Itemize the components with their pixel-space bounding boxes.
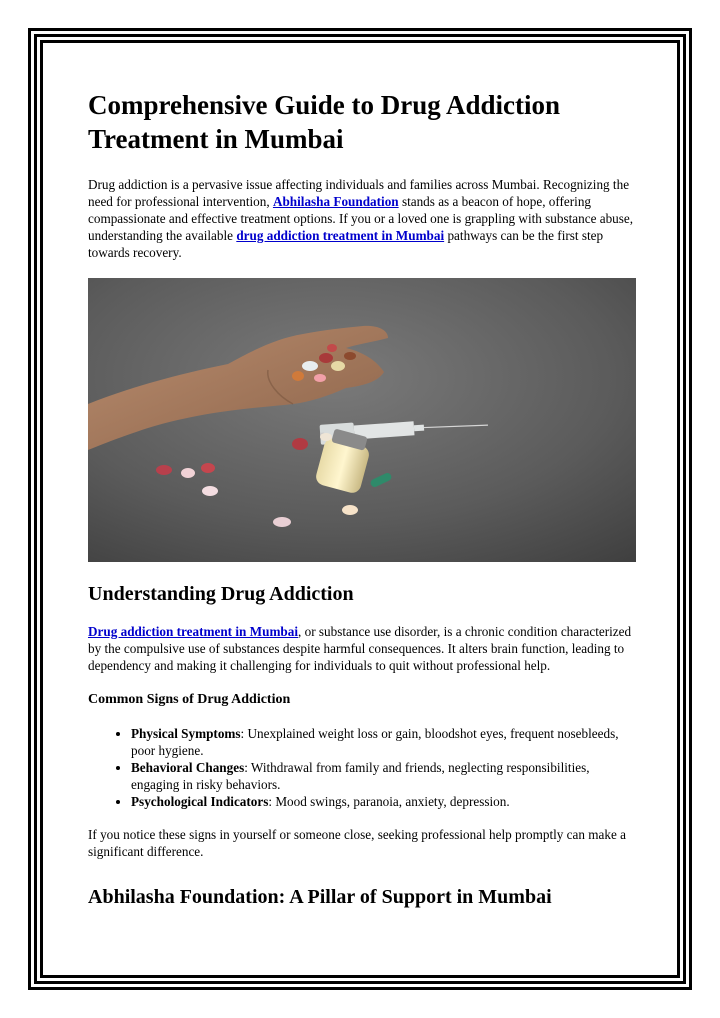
- intro-text-2: stands as a beacon of hope, offering compassionate and effective treatment options. If you or a loved one is grappling with substance abuse, understanding the available: [88, 194, 634, 243]
- section-heading-understanding: Understanding Drug Addiction: [88, 583, 354, 605]
- intro-paragraph: [88, 176, 636, 261]
- hero-photo-pills-syringe: [88, 278, 636, 562]
- signs-list: [88, 725, 636, 810]
- sign-text: : Mood swings, paranoia, anxiety, depression.: [268, 794, 510, 809]
- page-title: Comprehensive Guide to Drug Addiction Treatment in Mumbai: [88, 90, 561, 154]
- subheading-common-signs: Common Signs of Drug Addiction: [88, 692, 291, 707]
- understanding-text: , or substance use disorder, is a chronic condition characterized by the compulsive use of substances despite harmful consequences. It alters brain function, leading to dependency and making it challenging for individuals to quit without professional help.: [88, 624, 632, 673]
- treatment-link-understanding[interactable]: Drug addiction treatment in Mumbai: [88, 624, 299, 639]
- list-item: [131, 793, 636, 810]
- sign-label: Physical Symptoms: [131, 726, 241, 741]
- section-heading-pillar: Abhilasha Foundation: A Pillar of Support in Mumbai: [88, 886, 552, 908]
- sign-label: Psychological Indicators: [131, 794, 269, 809]
- list-item: [131, 759, 636, 793]
- list-item: [131, 725, 636, 759]
- article: [88, 88, 636, 910]
- sign-label: Behavioral Changes: [131, 760, 245, 775]
- abhilasha-foundation-link[interactable]: Abhilasha Foundation: [272, 194, 399, 209]
- sign-text: : Withdrawal from family and friends, neglecting responsibilities, engaging in risky behaviors.: [131, 760, 590, 792]
- notice-paragraph: If you notice these signs in yourself or someone close, seeking professional help promptly can make a significant difference.: [88, 827, 626, 859]
- intro-text-3: pathways can be the first step towards recovery.: [88, 228, 604, 260]
- sign-text: : Unexplained weight loss or gain, bloodshot eyes, frequent nosebleeds, poor hygiene.: [131, 726, 619, 758]
- treatment-link-intro[interactable]: drug addiction treatment in Mumbai: [236, 228, 445, 243]
- understanding-paragraph: [88, 623, 636, 674]
- intro-text-1: Drug addiction is a pervasive issue affecting individuals and families across Mumbai. Recognizing the need for professional intervention,: [88, 177, 630, 209]
